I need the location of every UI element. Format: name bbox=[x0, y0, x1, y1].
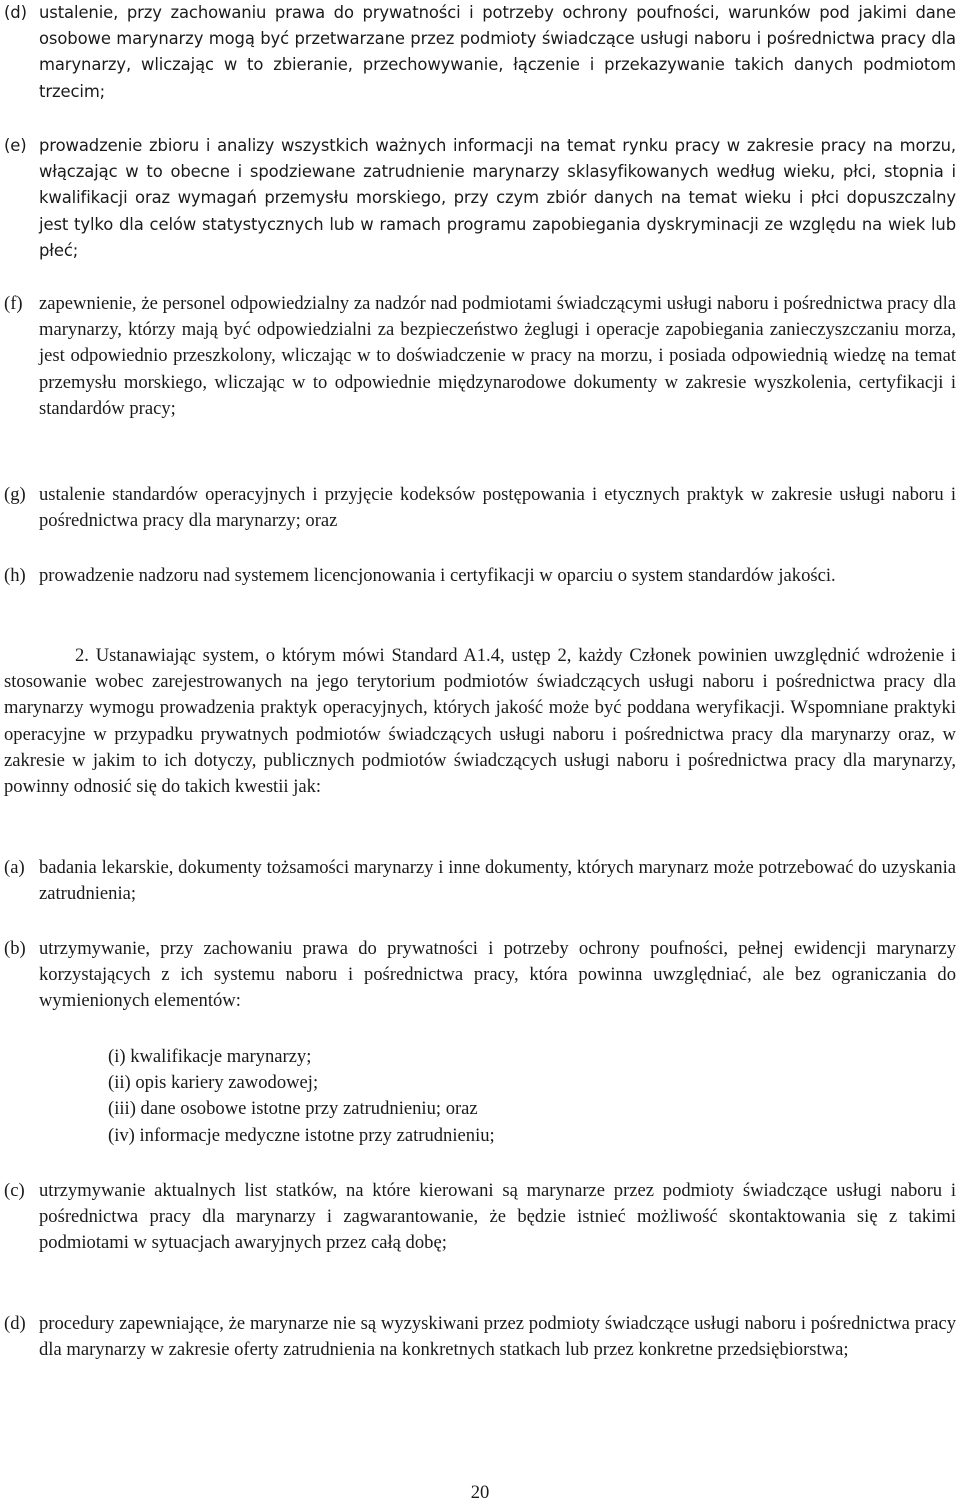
list-item-label: (c) bbox=[4, 1180, 25, 1201]
list-item-label: (d) bbox=[4, 1313, 26, 1334]
list-item-d bbox=[4, 0, 956, 105]
list-item-text: ustalenie standardów operacyjnych i przyjęcie kodeksów postępowania i etycznych praktyk w zakresie usługi naboru i pośrednictwa pracy dla marynarzy; oraz bbox=[39, 484, 956, 532]
list-item-text: prowadzenie nadzoru nad systemem licencjonowania i certyfikacji w oparciu o system standardów jakości. bbox=[39, 565, 836, 586]
list-item-c bbox=[4, 1178, 956, 1257]
list-item-g bbox=[4, 482, 956, 534]
list-item-f bbox=[4, 291, 956, 422]
sub-list bbox=[108, 1044, 708, 1149]
list-item-label: (a) bbox=[4, 857, 25, 878]
sub-item-iii: (iii) dane osobowe istotne przy zatrudnieniu; oraz bbox=[108, 1098, 478, 1120]
list-item-e bbox=[4, 133, 956, 264]
sub-item-iv: (iv) informacje medyczne istotne przy zatrudnieniu; bbox=[108, 1124, 495, 1146]
list-item-h bbox=[4, 563, 956, 589]
sub-item-ii: (ii) opis kariery zawodowej; bbox=[108, 1072, 319, 1094]
list-item-label: (e) bbox=[4, 136, 27, 155]
list-item-label: (h) bbox=[4, 565, 26, 586]
list-item-text: utrzymywanie aktualnych list statków, na które kierowani są marynarze przez podmioty świadczące usługi naboru i pośrednictwa pracy dla marynarzy i zagwarantowanie, że będzie istnieć możliwość skontaktowania się z takimi podmiotami w sytuacjach awaryjnych przez całą dobę; bbox=[39, 1180, 956, 1254]
list-item-text: prowadzenie zbioru i analizy wszystkich ważnych informacji na temat rynku pracy w zakresie pracy na morzu, włączając w to obecne i spodziewane zatrudnienie marynarzy sklasyfikowanych według wieku, płci, stopnia i kwalifikacji oraz wymagań przemysłu morskiego, przy czym zbiór danych na temat wieku i płci dopuszczalny jest tylko dla celów statystycznych lub w ramach programu zapobiegania dyskryminacji ze względu na wiek lub płeć; bbox=[39, 136, 956, 260]
list-item-label: (b) bbox=[4, 938, 26, 959]
list-item-b bbox=[4, 936, 956, 1015]
list-item-label: (d) bbox=[4, 3, 27, 22]
list-item-text: procedury zapewniające, że marynarze nie są wyzyskiwani przez podmioty świadczące usługi naboru i pośrednictwa pracy dla marynarzy w zakresie oferty zatrudnienia na konkretnych statkach lub przez konkretne przedsiębiorstwa; bbox=[39, 1313, 956, 1361]
paragraph-2: 2. Ustanawiając system, o którym mówi Standard A1.4, ustęp 2, każdy Członek powinien uwzględnić wdrożenie i stosowanie wobec zarejestrowanych na jego terytorium podmiotów świadczących usługi naboru i pośrednictwa pracy dla marynarzy wymogu prowadzenia praktyk operacyjnych, których jakość może być poddana weryfikacji. Wspomniane praktyki operacyjne w przypadku prywatnych podmiotów świadczących usługi naboru i pośrednictwa pracy dla marynarzy oraz, w zakresie w jakim to ich dotyczy, publicznych podmiotów świadczących usługi naboru i pośrednictwa pracy dla marynarzy, powinny odnosić się do takich kwestii jak: bbox=[4, 645, 956, 798]
list-item-text: utrzymywanie, przy zachowaniu prawa do prywatności i potrzeby ochrony poufności, pełnej ewidencji marynarzy korzystających z ich systemu naboru i pośrednictwa pracy, która powinna uwzględniać, ale bez ograniczania do wymienionych elementów: bbox=[39, 938, 956, 1012]
list-item-text: badania lekarskie, dokumenty tożsamości marynarzy i inne dokumenty, których marynarz może potrzebować do uzyskania zatrudnienia; bbox=[39, 857, 956, 905]
list-item-label: (f) bbox=[4, 293, 23, 314]
list-item-text: zapewnienie, że personel odpowiedzialny za nadzór nad podmiotami świadczącymi usługi naboru i pośrednictwa pracy dla marynarzy, którzy mają być odpowiedzialni za bezpieczeństwo żeglugi i operacje zapobiegania zanieczyszczaniu morza, jest odpowiednio przeszkolony, wliczając w to doświadczenie w pracy na morzu, i posiada odpowiednią wiedzę na temat przemysłu morskiego, wliczając w to odpowiednie międzynarodowe dokumenty w zakresie wyszkolenia, certyfikacji i standardów pracy; bbox=[39, 293, 956, 419]
list-item-a bbox=[4, 855, 956, 907]
sub-item-i: (i) kwalifikacje marynarzy; bbox=[108, 1046, 312, 1067]
list-item-text: ustalenie, przy zachowaniu prawa do prywatności i potrzeby ochrony poufności, warunków pod jakimi dane osobowe marynarzy mogą być przetwarzane przez podmioty świadczące usługi naboru i pośrednictwa pracy dla marynarzy, wliczając w to zbieranie, przechowywanie, łączenie i przekazywanie takich danych podmiotom trzecim; bbox=[39, 3, 956, 101]
page-number: 20 bbox=[470, 1482, 490, 1503]
list-item-label: (g) bbox=[4, 484, 26, 505]
list-item-d-procedures bbox=[4, 1311, 956, 1363]
